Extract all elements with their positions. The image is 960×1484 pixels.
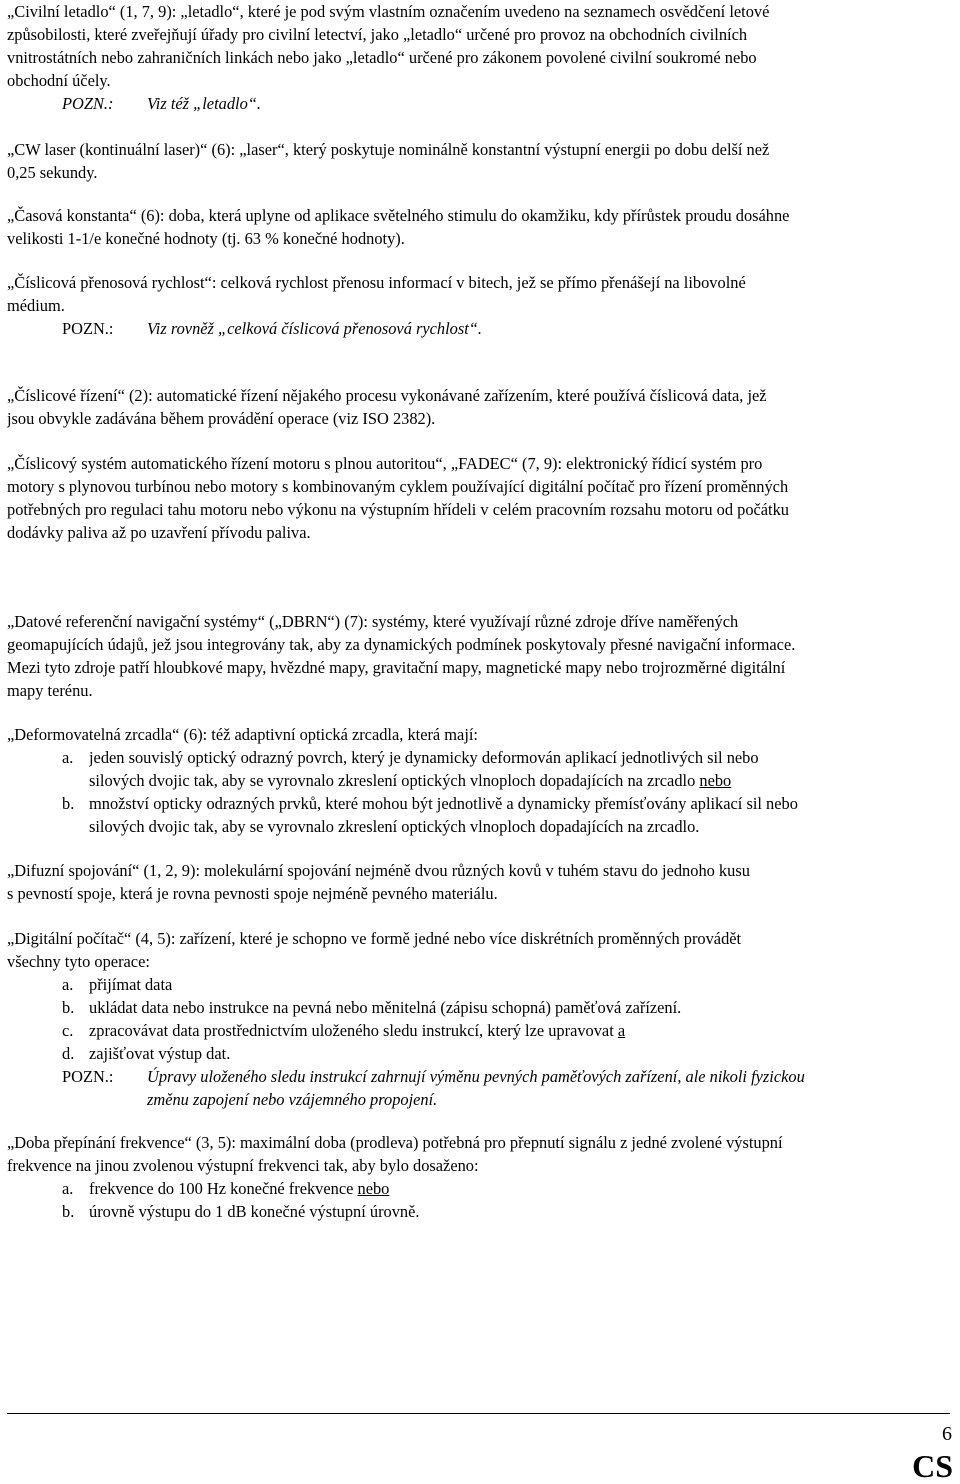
note-text-line: změnu zapojení nebo vzájemného propojení. (147, 1090, 438, 1109)
definition-dbrn (7, 610, 949, 702)
text-line: potřebných pro regulaci tahu motoru nebo výkonu na výstupním hřídeli v celém pracovním rozsahu motoru od počátku (7, 500, 790, 519)
text-line: „Digitální počítač“ (4, 5): zařízení, které je schopno ve formě jedné nebo více diskrétních proměnných provádět (7, 929, 742, 948)
note-text: Viz též „letadlo“. (147, 94, 261, 113)
note-label: POZN.: (62, 319, 114, 338)
list-marker: a. (62, 748, 74, 767)
underlined-conjunction: a (617, 1021, 626, 1040)
list-item (62, 1042, 942, 1065)
text-line: způsobilosti, které zveřejňují úřady pro civilní letectví, jako „letadlo“ určené pro provoz na obchodních civilních (7, 25, 748, 44)
text-line (89, 769, 942, 792)
text-line: s pevností spoje, která je rovna pevnosti spoje nejméně pevného materiálu. (7, 884, 498, 903)
list-marker: a. (62, 975, 74, 994)
list-marker: b. (62, 998, 75, 1017)
note-label: POZN.: (62, 1067, 114, 1086)
text-line: velikosti 1-1/e konečné hodnoty (tj. 63 % konečné hodnoty). (7, 229, 405, 248)
text-line: množství opticky odrazných prvků, které mohou být jednotlivě a dynamicky přemísťovány aplikací sil nebo (89, 794, 798, 813)
list-digitalni-pocitac (62, 973, 942, 1065)
text-line: dodávky paliva až po uzavření přívodu paliva. (7, 523, 311, 542)
text-line: úrovně výstupu do 1 dB konečné výstupní úrovně. (89, 1202, 420, 1221)
definition-cislicova-prenosova-rychlost (7, 271, 949, 317)
text-line: „Číslicový systém automatického řízení motoru s plnou autoritou“, „FADEC“ (7, 9): elektronický řídicí systém pro (7, 454, 763, 473)
note-text: Viz rovněž „celková číslicová přenosová rychlost“. (147, 319, 483, 338)
definition-deformovatelna-zrcadla (7, 723, 949, 746)
text-line: přijímat data (89, 975, 173, 994)
text-line: 0,25 sekundy. (7, 163, 98, 182)
note-label: POZN.: (62, 94, 114, 113)
list-item (62, 1200, 942, 1223)
text-line (89, 1019, 942, 1042)
text-line: zajišťovat výstup dat. (89, 1044, 231, 1063)
text-line: jeden souvislý optický odrazný povrch, který je dynamicky deformován aplikací jednotlivých sil nebo (89, 748, 759, 767)
text-line: „Deformovatelná zrcadla“ (6): též adaptivní optická zrcadla, která mají: (7, 725, 478, 744)
text-line: „Číslicové řízení“ (2): automatické řízení nějakého procesu vykonávané zařízením, které používá číslicová data, jež (7, 386, 767, 405)
list-marker: a. (62, 1179, 74, 1198)
list-item (62, 996, 942, 1019)
list-item (62, 1019, 942, 1042)
text-line: „Civilní letadlo“ (1, 7, 9): „letadlo“, které je pod svým vlastním označením uvedeno na seznamech osvědčení letové (7, 2, 770, 21)
definition-fadec (7, 452, 949, 544)
footer-divider (7, 1413, 950, 1414)
text-line: obchodní účely. (7, 71, 111, 90)
text-line: „CW laser (kontinuální laser)“ (6): „laser“, který poskytuje nominálně konstantní výstupní energii po dobu delší než (7, 140, 770, 159)
text-line: „Časová konstanta“ (6): doba, která uplyne od aplikace světelného stimulu do okamžiku, kdy přírůstek proudu dosáhne (7, 206, 790, 225)
definition-civilni-letadlo (7, 0, 949, 92)
text-line (89, 1177, 942, 1200)
text-line: ukládat data nebo instrukce na pevná nebo měnitelná (zápisu schopná) paměťová zařízení. (89, 998, 682, 1017)
text-line: médium. (7, 296, 65, 315)
definition-digitalni-pocitac (7, 927, 949, 973)
text-line: frekvence na jinou zvolenou výstupní frekvenci tak, aby bylo dosaženo: (7, 1156, 479, 1175)
definition-cislicove-rizeni (7, 384, 949, 430)
underlined-conjunction: nebo (357, 1179, 390, 1198)
text-line: motory s plynovou turbínou nebo motory s kombinovaným cyklem používající digitální počítač pro řízení proměnných (7, 477, 789, 496)
text-line: „Číslicová přenosová rychlost“: celková rychlost přenosu informací v bitech, jež se přímo přenášejí na libovolné (7, 273, 746, 292)
text-line: geomapujících údajů, jež jsou integrovány tak, aby za dynamických podmínek poskytovaly přesné navigační informace. (7, 635, 796, 654)
list-item (62, 1177, 942, 1200)
definition-doba-prepinani-frekvence (7, 1131, 949, 1177)
text-line: „Datové referenční navigační systémy“ („DBRN“) (7): systémy, které využívají různé zdroje dříve naměřených (7, 612, 739, 631)
text-line: jsou obvykle zadávána během provádění operace (viz ISO 2382). (7, 409, 436, 428)
list-marker: d. (62, 1044, 75, 1063)
text-line: silových dvojic tak, aby se vyrovnalo zkreslení optických vlnoploch dopadajících na zrcadlo. (89, 817, 700, 836)
list-item (62, 746, 942, 792)
page-number: 6 (942, 1423, 952, 1445)
list-deformovatelna-zrcadla (62, 746, 942, 838)
list-marker: b. (62, 1202, 75, 1221)
note-text-line: Úpravy uloženého sledu instrukcí zahrnují výměnu pevných paměťových zařízení, ale nikoli fyzickou (147, 1067, 805, 1086)
text-segment: frekvence do 100 Hz konečné frekvence (89, 1179, 358, 1198)
underlined-conjunction: nebo (699, 771, 732, 790)
text-line: vnitrostátních nebo zahraničních linkách nebo jako „letadlo“ určené pro zákonem povolené civilní soukromé nebo (7, 48, 757, 67)
text-segment: silových dvojic tak, aby se vyrovnalo zkreslení optických vlnoploch dopadajících na zrcadlo (89, 771, 700, 790)
text-line: „Doba přepínání frekvence“ (3, 5): maximální doba (prodleva) potřebná pro přepnutí signálu z jedné zvolené výstupní (7, 1133, 783, 1152)
list-item (62, 973, 942, 996)
definition-casova-konstanta (7, 204, 949, 250)
text-line: „Difuzní spojování“ (1, 2, 9): molekulární spojování nejméně dvou různých kovů v tuhém stavu do jednoho kusu (7, 861, 750, 880)
text-line: všechny tyto operace: (7, 952, 150, 971)
list-doba-prepinani-frekvence (62, 1177, 942, 1223)
list-marker: c. (62, 1021, 74, 1040)
definition-cw-laser (7, 138, 949, 184)
list-marker: b. (62, 794, 75, 813)
list-item (62, 792, 942, 838)
language-code: CS (912, 1448, 953, 1484)
text-line: mapy terénu. (7, 681, 93, 700)
text-line: Mezi tyto zdroje patří hloubkové mapy, hvězdné mapy, gravitační mapy, magnetické mapy nebo trojrozměrné digitální (7, 658, 786, 677)
definition-difuzni-spojovani (7, 859, 949, 905)
text-segment: zpracovávat data prostřednictvím uloženého sledu instrukcí, který lze upravovat (89, 1021, 618, 1040)
